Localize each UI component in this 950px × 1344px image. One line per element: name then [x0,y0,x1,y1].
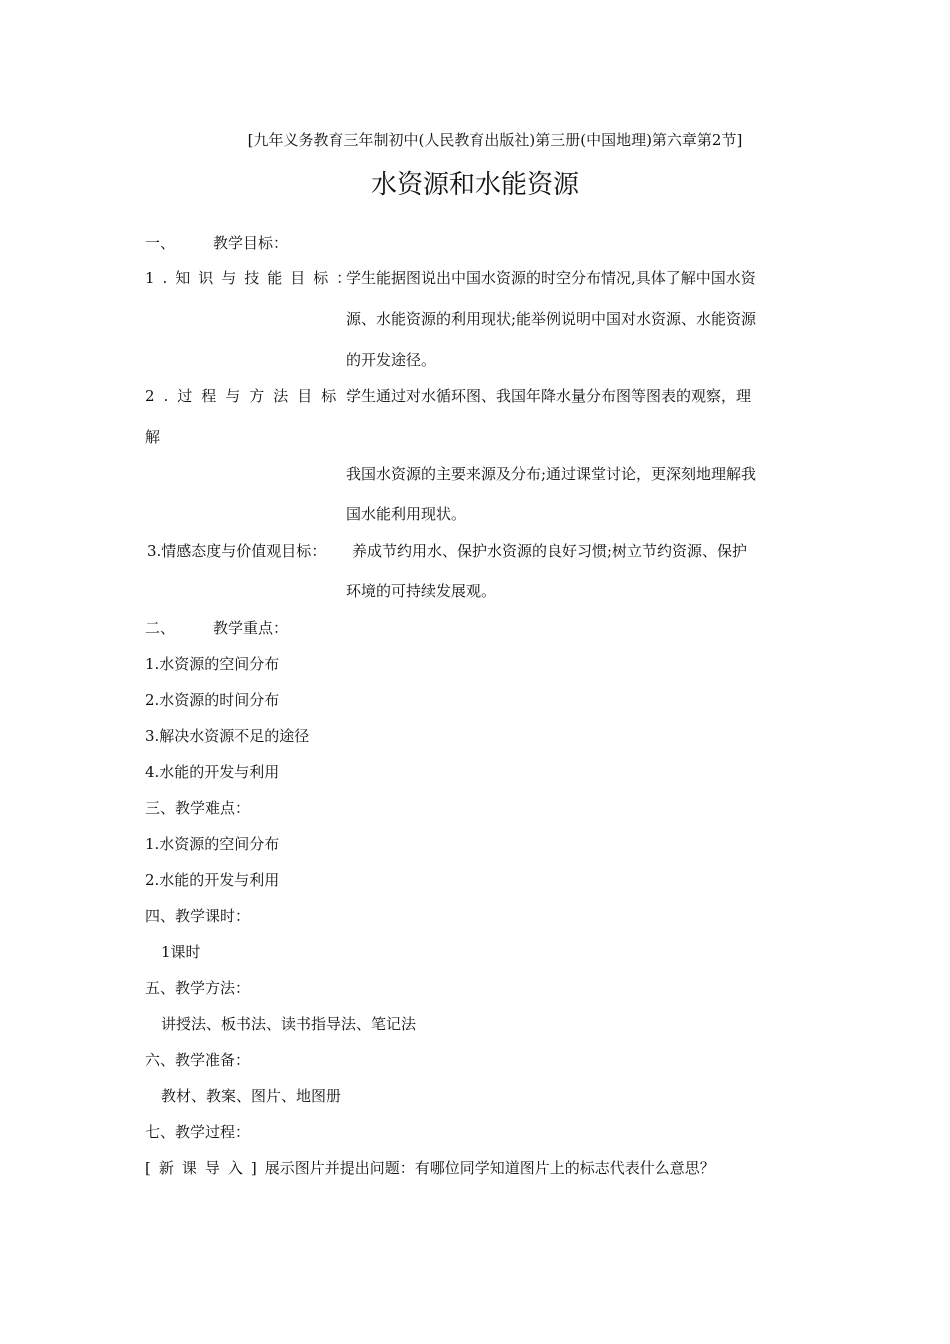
key-point-item: 4.水能的开发与利用 [145,763,280,781]
prep-text: 教材、教案、图片、地图册 [161,1087,342,1105]
goal2-line3: 国水能利用现状。 [346,505,467,523]
goal1-line2: 源、水能资源的利用现状;能举例说明中国对水资源、水能资源 [346,310,757,328]
section-keypoints-heading [145,618,288,638]
section-number: 二、 [145,619,176,637]
goal3-line2: 环境的可持续发展观。 [346,582,497,600]
goal1-line3: 的开发途径。 [346,351,437,369]
section-difficulties-heading: 三、教学难点： [145,799,251,817]
section-prep-heading: 六、教学准备： [145,1051,251,1069]
key-point-item: 1.水资源的空间分布 [145,655,280,673]
difficulty-item: 1.水资源的空间分布 [145,835,280,853]
goal3-line1: 养成节约用水、保护水资源的良好习惯;树立节约资源、保护 [352,542,748,560]
section-label: 教学目标： [213,234,289,252]
section-label: 教学重点： [213,619,289,637]
goal2-line1: 学生通过对水循环图、我国年降水量分布图等图表的观察，理 [346,387,752,405]
key-point-item: 3.解决水资源不足的途径 [145,727,310,745]
section-number: 一、 [145,234,176,252]
intro-text: 展示图片并提出问题：有哪位同学知道图片上的标志代表什么意思？ [264,1159,715,1177]
goal1-label: 1.知识与技能目标： [145,269,360,287]
methods-text: 讲授法、板书法、读书指导法、笔记法 [161,1015,417,1033]
intro-label: [新课导入] [145,1159,265,1177]
intro-line [145,1158,715,1178]
goal2-label: 2.过程与方法目标： [145,387,370,405]
section-methods-heading: 五、教学方法： [145,979,251,997]
difficulty-item: 2.水能的开发与利用 [145,871,280,889]
course-header: [九年义务教育三年制初中(人民教育出版社)第三册(中国地理)第六章第2节] [247,131,743,149]
page-title: 水资源和水能资源 [370,170,579,200]
goal3-label: 3.情感态度与价值观目标： [147,542,327,560]
goal2-line2: 我国水资源的主要来源及分布;通过课堂讨论，更深刻地理解我 [346,465,757,483]
hours-text: 1课时 [161,943,201,961]
goal2-wrap: 解 [145,428,161,446]
section-hours-heading: 四、教学课时： [145,907,251,925]
section-objectives-heading [145,233,288,253]
goal1-line1: 学生能据图说出中国水资源的时空分布情况,具体了解中国水资 [346,269,756,287]
section-process-heading: 七、教学过程： [145,1123,251,1141]
key-point-item: 2.水资源的时间分布 [145,691,280,709]
